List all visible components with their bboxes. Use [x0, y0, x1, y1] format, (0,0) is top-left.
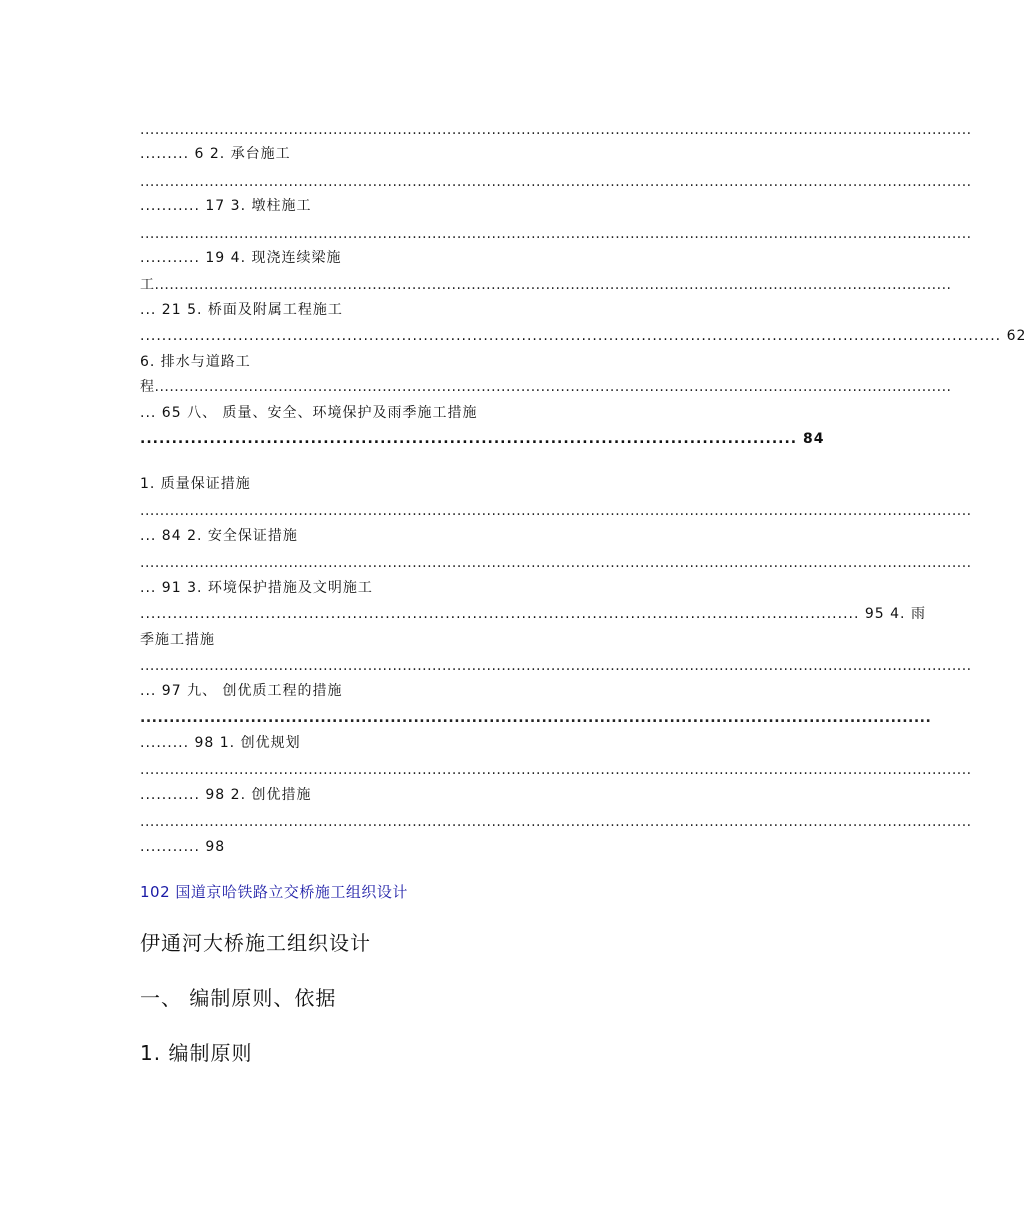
- toc-entry[interactable]: 1. 质量保证措施: [140, 476, 251, 492]
- toc-dot-leader-with-page[interactable]: .................................................................................................................................... 95 4. 雨: [140, 606, 926, 622]
- subsection-heading: 1. 编制原则: [140, 1041, 253, 1065]
- toc-entry[interactable]: ... 91 3. 环境保护措施及文明施工: [140, 580, 373, 596]
- main-heading: 伊通河大桥施工组织设计: [140, 931, 371, 955]
- toc-entry[interactable]: ... 97 九、 创优质工程的措施: [140, 683, 343, 699]
- toc-entry[interactable]: ... 65 八、 质量、安全、环境保护及雨季施工措施: [140, 405, 478, 421]
- document-title-link[interactable]: 102 国道京哈铁路立交桥施工组织设计: [140, 883, 408, 901]
- toc-entry[interactable]: ......... 98 1. 创优规划: [140, 735, 301, 751]
- toc-entry-continued[interactable]: 程.................................................................................................................................................................: [140, 379, 952, 395]
- toc-entry-continued[interactable]: 工.................................................................................................................................................................: [140, 277, 952, 293]
- toc-entry[interactable]: ......... 6 2. 承台施工: [140, 146, 291, 162]
- toc-entry-continued[interactable]: 季施工措施: [140, 632, 215, 648]
- toc-dot-leader: ........................................................................................................................................................................: [140, 762, 972, 778]
- toc-entry[interactable]: ........... 17 3. 墩柱施工: [140, 198, 312, 214]
- toc-dot-leader: ........................................................................................................................................................................: [140, 555, 972, 571]
- toc-dot-leader: ........................................................................................................................................: [140, 710, 932, 726]
- toc-entry[interactable]: ........... 19 4. 现浇连续梁施: [140, 250, 342, 266]
- toc-dot-leader: ........................................................................................................................................................................: [140, 814, 972, 830]
- toc-dot-leader: ........................................................................................................................................................................: [140, 503, 972, 519]
- toc-dot-leader: ........................................................................................................................................................................: [140, 226, 972, 242]
- toc-dot-leader: ........................................................................................................................................................................: [140, 658, 972, 674]
- toc-dot-leader: ........................................................................................................................................................................: [140, 174, 972, 190]
- toc-page-number: ........... 98: [140, 839, 226, 855]
- toc-dot-leader: ........................................................................................................................................................................: [140, 122, 972, 138]
- toc-dot-leader-with-page: .............................................................................................................................................................. 62: [140, 328, 1026, 344]
- toc-entry[interactable]: ... 21 5. 桥面及附属工程施工: [140, 302, 343, 318]
- toc-entry[interactable]: 6. 排水与道路工: [140, 354, 251, 370]
- toc-entry[interactable]: ... 84 2. 安全保证措施: [140, 528, 298, 544]
- section-heading: 一、 编制原则、依据: [140, 986, 337, 1010]
- toc-chapter-page: ........................................................................................................ 84: [140, 431, 825, 447]
- toc-entry[interactable]: ........... 98 2. 创优措施: [140, 787, 312, 803]
